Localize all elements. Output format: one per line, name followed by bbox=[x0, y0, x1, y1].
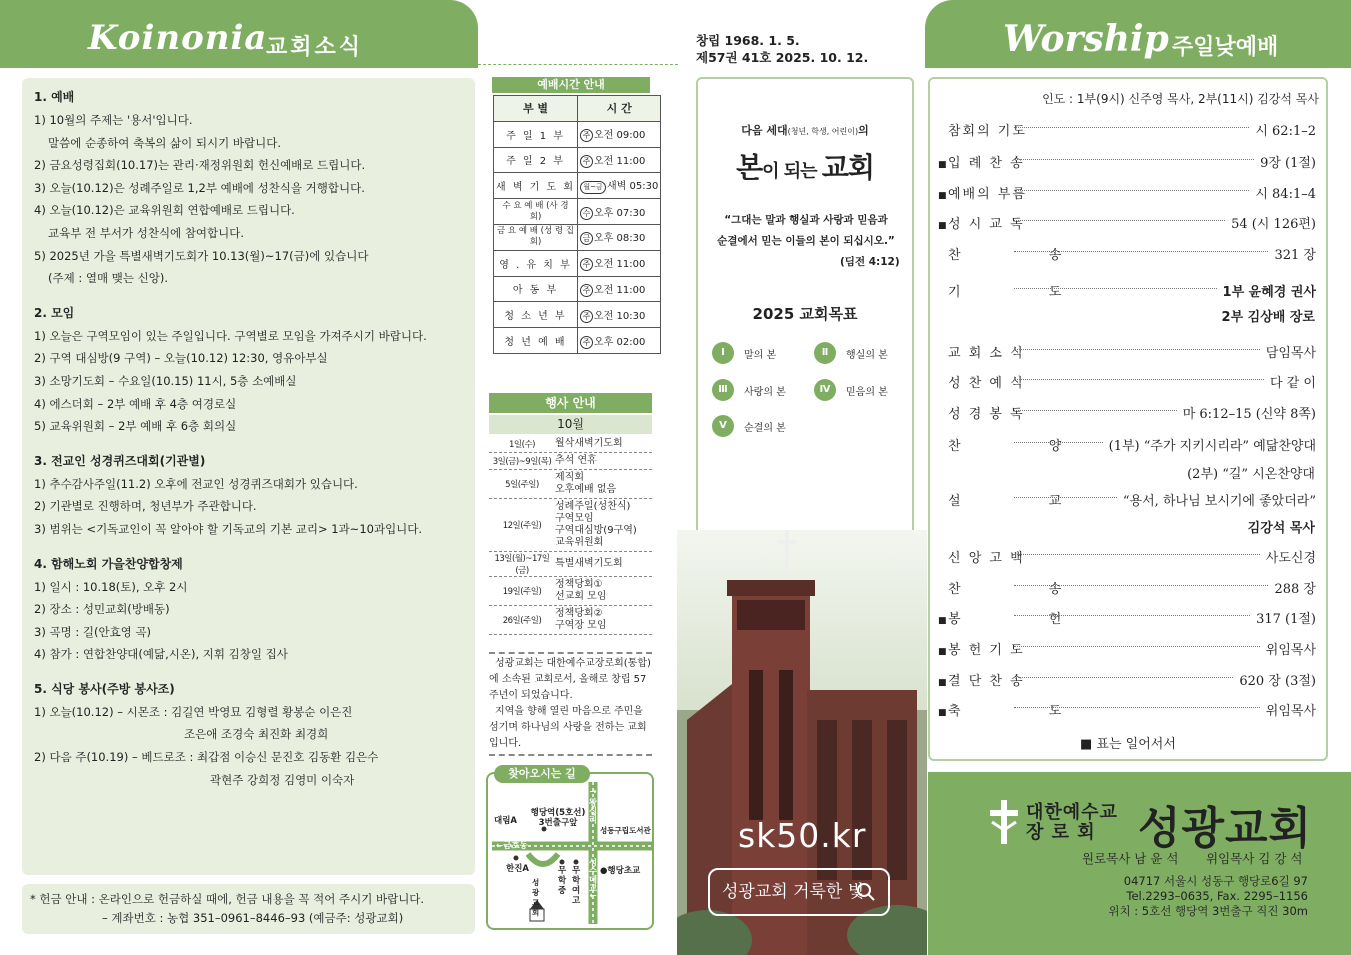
schedule-row bbox=[494, 224, 661, 250]
map-label-school1: 무학중 bbox=[558, 866, 567, 896]
stand-mark-icon: ■ bbox=[938, 647, 949, 657]
worship-order-value: 시 62:1–2 bbox=[1255, 124, 1316, 139]
worship-order-label-text: 기 도 bbox=[948, 285, 1104, 300]
offering-note-line2: – 계좌번호 : 농협 351–0961–8446–93 (예금주: 성광교회) bbox=[102, 911, 404, 925]
goal-item bbox=[712, 415, 786, 437]
church-address bbox=[1070, 874, 1308, 919]
event-item: 구역장 모임 bbox=[555, 620, 607, 631]
event-item: 추석 연휴 bbox=[555, 455, 597, 466]
event-date: 3일(금)~9일(목) bbox=[492, 457, 552, 467]
map-label-library: 성동구립도서관 bbox=[600, 826, 651, 835]
cover-verse-line2: 순결에서 믿는 이들의 본이 되십시오.” bbox=[717, 235, 895, 247]
schedule-row bbox=[494, 199, 661, 225]
schedule-dept: 새 벽 기 도 회 bbox=[494, 173, 578, 199]
event-item: 정책당회② bbox=[555, 608, 603, 619]
event-date: 26일(주일) bbox=[502, 616, 542, 626]
event-date: 1일(수) bbox=[509, 440, 535, 450]
news-section-title: 5. 식당 봉사(주방 봉사조) bbox=[34, 681, 175, 696]
news-line: 5) 2025년 가을 특별새벽기도회가 10.13(월)~17(금)에 있습니다 bbox=[34, 248, 369, 263]
denomination-line1: 대한예수교 bbox=[1026, 802, 1118, 823]
cover-subtitle-b: (청년, 학생, 어린이) bbox=[787, 127, 859, 136]
news-line: 4) 에스더회 – 2부 예배 후 4층 여경로실 bbox=[34, 396, 237, 411]
cover-main-b: 이 되는 bbox=[762, 161, 822, 182]
schedule-time-cell bbox=[578, 328, 661, 354]
leader-dots bbox=[1014, 190, 1249, 191]
location: 위치 : 5호선 행당역 3번출구 직진 30m bbox=[1108, 904, 1308, 918]
worship-order-value: 9장 (1절) bbox=[1260, 156, 1316, 171]
map-roads bbox=[488, 774, 652, 928]
church-name: 성광교회 bbox=[1138, 803, 1313, 854]
news-line: 2) 다음 주(10.19) – 베드로조 : 최갑점 이승신 문진호 김동환 김은수 bbox=[34, 750, 379, 765]
worship-order-label bbox=[938, 244, 1104, 263]
koinonia-title-kr: 교회소식 bbox=[266, 35, 364, 60]
worship-order-label-text: 참회의 기도 bbox=[948, 124, 1027, 139]
schedule-row bbox=[494, 328, 661, 354]
header-divider bbox=[478, 64, 678, 65]
event-items bbox=[555, 556, 652, 572]
worship-order-item bbox=[938, 244, 1316, 263]
worship-order-label bbox=[938, 578, 1104, 597]
worship-order-value: 1부 윤혜경 권사 bbox=[1222, 285, 1316, 300]
worship-order-label-text: 찬 송 bbox=[948, 248, 1104, 263]
event-row bbox=[489, 499, 652, 552]
schedule-time-cell bbox=[578, 250, 661, 276]
stand-mark-icon: ■ bbox=[938, 678, 949, 688]
worship-order-label bbox=[938, 490, 1104, 509]
goal-number: Ⅱ bbox=[814, 342, 836, 364]
schedule-time: 오전 11:00 bbox=[594, 259, 646, 271]
news-line: 말씀에 순종하여 축복의 삶이 되시기 바랍니다. bbox=[48, 135, 282, 150]
event-item: 교육위원회 bbox=[555, 537, 604, 548]
worship-order-label-text: 결 단 찬 송 bbox=[948, 674, 1025, 689]
event-items bbox=[555, 453, 652, 469]
schedule-row bbox=[494, 173, 661, 199]
leader-dots bbox=[1014, 442, 1103, 443]
church-intro-p1: 성광교회는 대한예수교장로회(통합)에 소속된 교회로서, 올해로 창립 57주년이 되었습니다. bbox=[489, 658, 651, 701]
goal-label: 순결의 본 bbox=[744, 422, 786, 434]
map-label-hanjin: 한진A bbox=[506, 864, 530, 874]
offering-note-line1: * 헌금 안내 : 온라인으로 헌금하실 때에, 헌금 내용을 꼭 적어 주시기 바랍니다. bbox=[30, 892, 425, 906]
church-logo-icon bbox=[988, 800, 1020, 844]
worship-leader: 인도 : 1부(9시) 신주영 목사, 2부(11시) 김강석 목사 bbox=[1042, 92, 1319, 106]
schedule-time-cell bbox=[578, 147, 661, 173]
pastor-emeritus: 원로목사 남 윤 석 bbox=[1082, 851, 1179, 866]
news-section-title: 3. 전교인 성경퀴즈대회(기관별) bbox=[34, 453, 206, 468]
news-line: 1) 일시 : 10.18(토), 오후 2시 bbox=[34, 579, 188, 594]
worship-order-value: 마 6:12–15 (신약 8쪽) bbox=[1182, 407, 1316, 422]
news-line: 1) 오늘은 구역모임이 있는 주일입니다. 구역별로 모임을 가져주시기 바랍니다. bbox=[34, 328, 427, 343]
koinonia-title-script: Koinonia bbox=[88, 18, 268, 58]
directions-map bbox=[486, 772, 654, 930]
goal-number: Ⅰ bbox=[712, 342, 734, 364]
leader-dots bbox=[1014, 127, 1249, 128]
worship-order-item bbox=[938, 213, 1316, 232]
news-section-title: 4. 함해노회 가을찬양합창제 bbox=[34, 556, 183, 571]
event-item: 특별새벽기도회 bbox=[555, 558, 623, 569]
news-line: 1) 추수감사주일(11.2) 오후에 전교인 성경퀴즈대회가 있습니다. bbox=[34, 476, 358, 491]
event-row bbox=[489, 577, 652, 606]
schedule-header-dept: 부 별 bbox=[494, 96, 578, 122]
cover-verse bbox=[706, 210, 906, 252]
goal-item bbox=[814, 379, 888, 401]
map-label-church: 성광교회 bbox=[532, 878, 540, 917]
worship-order-item bbox=[938, 608, 1316, 627]
schedule-dept: 주 일 1 부 bbox=[494, 121, 578, 147]
news-line: 3) 범위는 <기독교인이 꼭 알아야 할 기독교의 기본 교리> 1과~10과입니다. bbox=[34, 521, 423, 536]
denomination bbox=[1026, 803, 1118, 843]
event-item: 구역모임 bbox=[555, 513, 594, 524]
schedule-time: 오전 11:00 bbox=[594, 284, 646, 296]
search-banner[interactable] bbox=[708, 868, 890, 916]
event-row bbox=[489, 606, 652, 635]
worship-order-item bbox=[938, 183, 1316, 202]
cover-main-c: 교회 bbox=[821, 151, 874, 184]
worship-order-label bbox=[938, 639, 1025, 658]
goals-title: 2025 교회목표 bbox=[752, 305, 858, 323]
worship-order-label-text: 성 찬 예 식 bbox=[948, 376, 1025, 391]
cover-main-title bbox=[700, 146, 910, 186]
goal-item bbox=[712, 379, 786, 401]
worship-order-item bbox=[938, 372, 1316, 391]
leader-dots bbox=[1014, 159, 1254, 160]
address-line: 04717 서울시 성동구 행당로6길 97 bbox=[1123, 874, 1308, 888]
schedule-time: 오전 09:00 bbox=[594, 130, 646, 142]
worship-order-label-text: 설 교 bbox=[948, 494, 1104, 509]
phone-fax: Tel.2293–0635, Fax. 2295–1156 bbox=[1126, 889, 1308, 903]
schedule-row bbox=[494, 250, 661, 276]
founded-date: 창립 1968. 1. 5. bbox=[696, 33, 800, 48]
worship-order-label bbox=[938, 281, 1104, 300]
worship-order-value: 620 장 (3절) bbox=[1239, 674, 1316, 689]
worship-order-item bbox=[938, 281, 1316, 300]
worship-order-label bbox=[938, 342, 1025, 361]
news-line: 5) 교육위원회 – 2부 예배 후 6층 회의실 bbox=[34, 419, 237, 434]
leader-dots bbox=[1014, 677, 1233, 678]
cover-main-a: 본 bbox=[736, 151, 763, 184]
worship-order-value: 시 84:1–4 bbox=[1255, 187, 1316, 202]
event-date: 12일(주일) bbox=[502, 521, 542, 531]
goal-number: Ⅲ bbox=[712, 379, 734, 401]
leader-dots bbox=[1014, 379, 1264, 380]
schedule-time-cell bbox=[578, 224, 661, 250]
worship-order-label bbox=[938, 700, 1104, 719]
event-item: 정책당회① bbox=[555, 579, 603, 590]
pastor-senior: 위임목사 김 강 석 bbox=[1206, 851, 1303, 866]
search-icon bbox=[856, 882, 876, 902]
goal-item bbox=[712, 342, 776, 364]
worship-order-item bbox=[938, 578, 1316, 597]
news-line: 3) 소망기도회 – 수요일(10.15) 11시, 5층 소예배실 bbox=[34, 373, 297, 388]
worship-order-label-text: 교 회 소 식 bbox=[948, 346, 1025, 361]
news-section-title: 1. 예배 bbox=[34, 90, 75, 104]
schedule-time-cell bbox=[578, 302, 661, 328]
search-banner-text: 성광교회 거룩한 빛 bbox=[722, 882, 865, 902]
event-row bbox=[489, 552, 652, 577]
events-list bbox=[489, 436, 652, 635]
leader-dots bbox=[1014, 585, 1268, 586]
website-url[interactable]: sk50.kr bbox=[738, 816, 867, 855]
goal-number: Ⅴ bbox=[712, 415, 734, 437]
schedule-time-cell bbox=[578, 121, 661, 147]
worship-order-label-text: 신 앙 고 백 bbox=[948, 551, 1025, 566]
map-label-wangsimni: ↑ 왕십리 bbox=[587, 788, 597, 824]
map-label-school2: 무학여고 bbox=[572, 866, 581, 906]
news-line: 1) 10월의 주제는 '용서'입니다. bbox=[34, 113, 193, 127]
map-label-haengdang-elem: ●행당초교 bbox=[600, 866, 641, 876]
worship-order-label bbox=[938, 670, 1025, 689]
worship-order-label-text: 찬 양 bbox=[948, 439, 1104, 454]
news-line: 곽현주 강희정 김영미 이숙자 bbox=[210, 772, 355, 787]
schedule-time: 오전 11:00 bbox=[594, 155, 646, 167]
worship-order-item bbox=[938, 403, 1316, 422]
worship-order-label bbox=[938, 435, 1104, 454]
day-mark: 주 bbox=[580, 336, 593, 349]
map-label-daerim: 대림A bbox=[494, 816, 518, 826]
news-line: 조은애 조경숙 최진화 최경희 bbox=[184, 727, 329, 742]
leader-dots bbox=[1014, 707, 1260, 708]
goal-number: Ⅳ bbox=[814, 379, 836, 401]
directions-title: 찾아오시는 길 bbox=[494, 765, 590, 783]
schedule-dept: 영 . 유 치 부 bbox=[494, 250, 578, 276]
worship-order-label-text: 찬 송 bbox=[948, 582, 1104, 597]
worship-order-value: (1부) “주가 지키시리라” 예닮찬양대 bbox=[1108, 439, 1316, 454]
worship-order-value: 288 장 bbox=[1274, 582, 1316, 597]
worship-order-label bbox=[938, 547, 1025, 566]
worship-order-value: 54 (시 126편) bbox=[1231, 217, 1316, 232]
schedule-dept: 아 동 부 bbox=[494, 276, 578, 302]
schedule-time-cell bbox=[578, 173, 661, 199]
event-date: 5일(주일) bbox=[505, 480, 539, 490]
goal-label: 행실의 본 bbox=[846, 349, 888, 361]
map-label-seongsu: 성수대교↓ bbox=[587, 858, 597, 900]
news-line: 2) 장소 : 성민교회(방배동) bbox=[34, 602, 170, 617]
cover-subtitle bbox=[700, 122, 910, 138]
news-line: 교육부 전 부서가 성찬식에 참여합니다. bbox=[48, 225, 245, 240]
schedule-time: 오후 08:30 bbox=[594, 233, 646, 245]
schedule-time-cell bbox=[578, 199, 661, 225]
event-items bbox=[555, 470, 652, 498]
event-item: 성례주일(성찬식) bbox=[555, 501, 631, 512]
pastors bbox=[1082, 849, 1312, 867]
schedule-dept: 청 년 예 배 bbox=[494, 328, 578, 354]
stand-mark-icon: ■ bbox=[938, 708, 949, 718]
schedule-dept: 금 요 예 배 (성 령 집 회) bbox=[494, 224, 578, 250]
church-intro-p2: 지역을 향해 열린 마음으로 주민을 섬기며 하나님의 사랑을 전하는 교회입니다. bbox=[489, 706, 647, 749]
worship-order-item bbox=[938, 120, 1316, 139]
events-title: 행사 안내 bbox=[489, 393, 652, 413]
worship-order-item bbox=[938, 152, 1316, 171]
worship-order-label bbox=[938, 120, 1027, 139]
leader-dots bbox=[1014, 220, 1225, 221]
news-line: (주제 : 열매 맺는 신앙). bbox=[48, 271, 168, 286]
day-mark: 주 bbox=[580, 258, 593, 271]
leader-dots bbox=[1014, 410, 1177, 411]
worship-order-value: 위임목사 bbox=[1265, 704, 1316, 719]
day-mark: 주 bbox=[580, 129, 593, 142]
denomination-line2: 장 로 회 bbox=[1026, 822, 1096, 843]
worship-order-value: 321 장 bbox=[1274, 248, 1316, 263]
worship-order-item bbox=[938, 639, 1316, 658]
day-mark: 주 bbox=[580, 155, 593, 168]
worship-order-label-text: 성 시 교 독 bbox=[948, 217, 1025, 232]
schedule-time: 새벽 05:30 bbox=[607, 181, 659, 193]
day-mark: 주 bbox=[580, 284, 593, 297]
church-news-box bbox=[22, 78, 475, 875]
stand-mark-icon: ■ bbox=[938, 191, 949, 201]
news-line: 2) 기관별로 진행하며, 청년부가 주관합니다. bbox=[34, 499, 257, 514]
event-items bbox=[555, 436, 652, 452]
worship-order-label bbox=[938, 183, 1027, 202]
event-row bbox=[489, 436, 652, 453]
news-line: 3) 곡명 : 길(안효영 곡) bbox=[34, 624, 152, 639]
leader-dots bbox=[1014, 288, 1217, 289]
sermon-preacher: 김강석 목사 bbox=[1247, 521, 1315, 536]
worship-order-label-text: 봉 헌 bbox=[948, 612, 1104, 627]
schedule-header-time: 시 간 bbox=[578, 96, 661, 122]
event-item: 오후예배 없음 bbox=[555, 484, 617, 495]
worship-order-value: 담임목사 bbox=[1265, 346, 1316, 361]
worship-title-script: Worship bbox=[1003, 18, 1169, 60]
worship-order-item bbox=[938, 670, 1316, 689]
church-intro bbox=[489, 652, 652, 756]
issue-number: 제57권 41호 2025. 10. 12. bbox=[696, 50, 869, 65]
event-items bbox=[555, 577, 652, 605]
stand-mark-icon: ■ bbox=[938, 616, 949, 626]
worship-order-label bbox=[938, 608, 1104, 627]
event-items bbox=[555, 606, 652, 634]
schedule-row bbox=[494, 121, 661, 147]
cover-verse-ref: (딤전 4:12) bbox=[840, 256, 900, 268]
worship-title-kr: 주일낮예배 bbox=[1172, 35, 1279, 60]
schedule-row bbox=[494, 147, 661, 173]
map-label-station: 행당역(5호선) 3번출구앞 bbox=[530, 808, 586, 828]
worship-order-item bbox=[938, 435, 1316, 454]
goal-item bbox=[814, 342, 888, 364]
cover-verse-line1: “그대는 말과 행실과 사랑과 믿음과 bbox=[724, 214, 888, 226]
worship-order-label bbox=[938, 372, 1025, 391]
schedule-time: 오전 10:30 bbox=[594, 310, 646, 322]
leader-dots bbox=[1014, 615, 1250, 616]
worship-order-label bbox=[938, 403, 1025, 422]
stand-note: ■ 표는 일어서서 bbox=[1080, 737, 1176, 752]
news-line: 1) 오늘(10.12) – 시몬조 : 김길연 박영묘 김형렬 황봉순 이은진 bbox=[34, 704, 353, 719]
leader-dots bbox=[1014, 497, 1117, 498]
event-item: 구역대심방(9구역) bbox=[555, 525, 637, 536]
worship-order-item bbox=[938, 490, 1316, 509]
publication-info bbox=[696, 32, 868, 66]
stand-mark-icon: ■ bbox=[938, 160, 949, 170]
worship-order-item bbox=[938, 547, 1316, 566]
worship-order-label-text: 봉 헌 기 도 bbox=[948, 643, 1025, 658]
schedule-time: 오후 07:30 bbox=[594, 207, 646, 219]
worship-order-item bbox=[938, 700, 1316, 719]
leader-dots bbox=[1014, 554, 1260, 555]
map-label-geumho: ←금호동 bbox=[496, 841, 528, 851]
event-item: 제직회 bbox=[555, 472, 584, 483]
cover-subtitle-a: 다음 세대 bbox=[741, 124, 788, 137]
schedule-dept: 청 소 년 부 bbox=[494, 302, 578, 328]
worship-order-label bbox=[938, 213, 1025, 232]
event-items bbox=[555, 499, 652, 551]
worship-order-value: “용서, 하나님 보시기에 좋았더라” bbox=[1122, 494, 1316, 509]
leader-dots bbox=[1014, 349, 1260, 350]
news-line: 2) 구역 대심방(9 구역) – 오늘(10.12) 12:30, 영유아부실 bbox=[34, 351, 328, 366]
event-date: 19일(주일) bbox=[502, 587, 542, 597]
news-line: 3) 오늘(10.12)은 성례주일로 1,2부 예배에 성찬식을 거행합니다. bbox=[34, 180, 365, 195]
worship-order-item bbox=[938, 342, 1316, 361]
schedule-row bbox=[494, 276, 661, 302]
schedule-time: 오후 02:00 bbox=[594, 336, 646, 348]
worship-order-label-text: 예배의 부름 bbox=[948, 187, 1027, 202]
news-line: 4) 참가 : 연합찬양대(예닮,시온), 지휘 김창일 집사 bbox=[34, 647, 288, 662]
day-mark: 주 bbox=[580, 310, 593, 323]
schedule-time-cell bbox=[578, 276, 661, 302]
worship-schedule-table bbox=[493, 95, 661, 354]
stand-mark-icon: ■ bbox=[938, 221, 949, 231]
cover-subtitle-c: 의 bbox=[858, 124, 869, 137]
news-line: 4) 오늘(10.12)은 교육위원회 연합예배로 드립니다. bbox=[34, 203, 295, 218]
offering-note bbox=[22, 884, 475, 934]
schedule-title: 예배시간 안내 bbox=[492, 77, 650, 93]
prayer-second-service: 2부 김상배 장로 bbox=[1221, 310, 1315, 325]
events-month: 10월 bbox=[489, 415, 652, 434]
event-row bbox=[489, 453, 652, 470]
worship-order-label-text: 입 례 찬 송 bbox=[948, 156, 1025, 171]
worship-order-label bbox=[938, 152, 1025, 171]
day-mark: 수 bbox=[580, 207, 593, 220]
worship-order-value: 위임목사 bbox=[1265, 643, 1316, 658]
event-row bbox=[489, 470, 652, 499]
leader-dots bbox=[1014, 251, 1268, 252]
goal-label: 말의 본 bbox=[744, 349, 777, 361]
day-mark: 월~금 bbox=[580, 181, 606, 194]
news-section-title: 2. 모임 bbox=[34, 305, 75, 320]
worship-order-value: 사도신경 bbox=[1265, 551, 1316, 566]
goal-label: 믿음의 본 bbox=[846, 386, 888, 398]
event-item: 월삭새벽기도회 bbox=[555, 438, 623, 449]
praise-second-service: (2부) “길” 시온찬양대 bbox=[1187, 467, 1315, 482]
worship-order-label-text: 축 도 bbox=[948, 704, 1104, 719]
news-line: 2) 금요성령집회(10.17)는 관리·재정위원회 헌신예배로 드립니다. bbox=[34, 158, 366, 173]
worship-order-value: 다 같 이 bbox=[1270, 376, 1316, 391]
worship-order-label-text: 성 경 봉 독 bbox=[948, 407, 1025, 422]
day-mark: 금 bbox=[580, 232, 593, 245]
worship-order-value: 317 (1절) bbox=[1256, 612, 1316, 627]
schedule-row bbox=[494, 302, 661, 328]
leader-dots bbox=[1014, 646, 1260, 647]
event-date: 13일(월)~17일(금) bbox=[494, 554, 550, 576]
schedule-dept: 주 일 2 부 bbox=[494, 147, 578, 173]
schedule-dept: 수 요 예 배 (사 경 회) bbox=[494, 199, 578, 225]
event-item: 선교회 모임 bbox=[555, 591, 607, 602]
goal-label: 사랑의 본 bbox=[744, 386, 786, 398]
